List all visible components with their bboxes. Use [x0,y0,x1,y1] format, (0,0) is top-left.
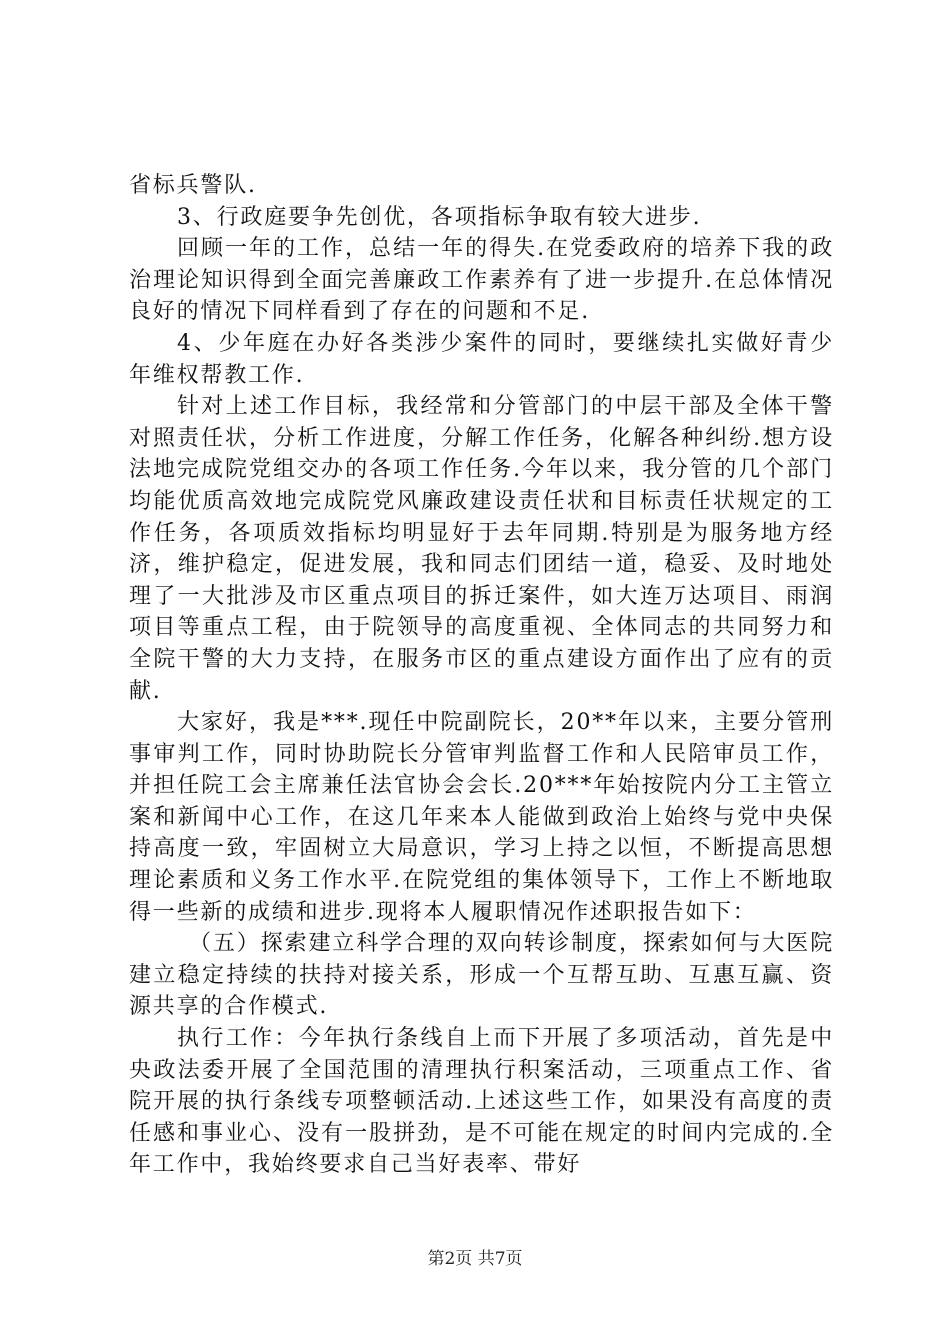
page-number-footer: 第2页 共7页 [427,1249,523,1269]
paragraph-work-goals: 针对上述工作目标，我经常和分管部门的中层干部及全体干警对照责任状，分析工作进度，分解工作任务，化解各种纠纷.想方设法地完成院党组交办的各项工作任务.今年以来，我分管的几个部门均能优质高效地完成院党风廉政建设责任状和目标责任状规定的工作任务，各项质效指标均明显好于去年同期.特别是为服务地方经济，维护稳定，促进发展，我和同志们团结一道，稳妥、及时地处理了一大批涉及市区重点项目的拆迁案件，如大连万达项目、雨润项目等重点工程，由于院领导的高度重视、全体同志的共同努力和全院干警的大力支持，在服务市区的重点建设方面作出了应有的贡献. [129,394,834,704]
paragraph-item-4: 4、少年庭在办好各类涉少案件的同时，要继续扎实做好青少年维权帮教工作. [129,330,834,388]
paragraph-execution-work: 执行工作：今年执行条线自上而下开展了多项活动，首先是中央政法委开展了全国范围的清理执行积案活动，三项重点工作、省院开展的执行条线专项整顿活动.上述这些工作，如果没有高度的责任感和事业心、没有一股拼劲，是不可能在规定的时间内完成的.全年工作中，我始终要求自己当好表率、带好 [129,1026,834,1178]
paragraph-item-3: 3、行政庭要争先创优，各项指标争取有较大进步. [177,204,702,230]
document-body [129,170,834,1181]
paragraph-introduction: 大家好，我是***.现任中院副院长，20**年以来，主要分管刑事审判工作，同时协助院长分管审判监督工作和人民陪审员工作，并担任院工会主席兼任法官协会会长.20***年始按院内分工主管立案和新闻中心工作，在这几年来本人能做到政治上始终与党中央保持高度一致，牢固树立大局意识，学习上持之以恒，不断提高思想理论素质和义务工作水平.在院党组的集体领导下，工作上不断地取得一些新的成绩和进步.现将本人履职情况作述职报告如下： [129,710,834,925]
paragraph-review: 回顾一年的工作，总结一年的得失.在党委政府的培养下我的政治理论知识得到全面完善廉政工作素养有了进一步提升.在总体情况良好的情况下同样看到了存在的问题和不足. [129,236,834,325]
paragraph-item-five: （五）探索建立科学合理的双向转诊制度，探索如何与大医院建立稳定持续的扶持对接关系，形成一个互帮互助、互惠互赢、资源共享的合作模式. [129,931,834,1020]
paragraph-continuation: 省标兵警队. [129,173,257,198]
